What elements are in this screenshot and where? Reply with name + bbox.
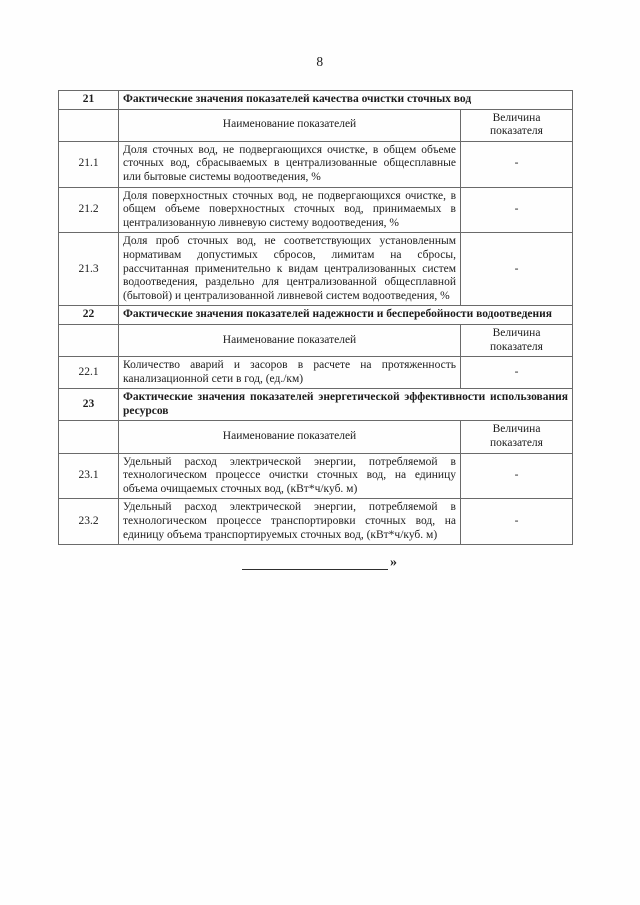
row-number-cell: 21.1 [59, 141, 119, 187]
column-header-name: Наименование показателей [119, 324, 461, 356]
empty-number-cell [59, 109, 119, 141]
row-number-cell: 23.2 [59, 499, 119, 545]
empty-number-cell [59, 421, 119, 453]
section-number: 21 [59, 91, 119, 110]
indicator-row-21-3 [59, 233, 573, 306]
indicator-value-cell: - [461, 453, 573, 499]
indicator-name-cell: Количество аварий и засоров в расчете на протяженность канализационной сети в год, (ед./км) [119, 357, 461, 389]
section-row-21 [59, 91, 573, 110]
indicator-row-23-2 [59, 499, 573, 545]
indicator-name-cell: Удельный расход электрической энергии, потребляемой в технологическом процессе транспортировки сточных вод, на единицу объема транспортируемых сточных вод, (кВт*ч/куб. м) [119, 499, 461, 545]
indicator-name-cell: Доля поверхностных сточных вод, не подвергающихся очистке, в общем объеме поверхностных сточных вод, принимаемых в централизованную ливневую систему водоотведения, % [119, 187, 461, 233]
section-number: 22 [59, 306, 119, 325]
closing-quote-mark: » [390, 555, 397, 571]
column-header-row [59, 324, 573, 356]
column-header-row [59, 109, 573, 141]
footer-rule [242, 557, 388, 570]
indicator-row-22-1 [59, 357, 573, 389]
column-header-value: Величина показателя [461, 421, 573, 453]
section-title: Фактические значения показателей энергетической эффективности использования ресурсов [119, 389, 573, 421]
indicator-row-21-1 [59, 141, 573, 187]
indicator-value-cell: - [461, 187, 573, 233]
row-number-cell: 23.1 [59, 453, 119, 499]
indicator-name-cell: Доля сточных вод, не подвергающихся очистке, в общем объеме сточных вод, сбрасываемых в централизованные общесплавные или бытовые системы водоотведения, % [119, 141, 461, 187]
indicator-value-cell: - [461, 357, 573, 389]
document-footer [242, 555, 640, 570]
indicators-table [58, 90, 573, 545]
indicator-name-cell: Удельный расход электрической энергии, потребляемой в технологическом процессе очистки сточных вод, на единицу объема очищаемых сточных вод, (кВт*ч/куб. м) [119, 453, 461, 499]
column-header-row [59, 421, 573, 453]
section-number: 23 [59, 389, 119, 421]
indicator-value-cell: - [461, 499, 573, 545]
indicator-name-cell: Доля проб сточных вод, не соответствующих установленным нормативам допустимых сбросов, лимитам на сбросы, рассчитанная применительно к видам централизованных систем водоотведения, раздельно для централизованной общесплавной (бытовой) и централизованной ливневой систем водоотведения, % [119, 233, 461, 306]
row-number-cell: 21.2 [59, 187, 119, 233]
indicator-value-cell: - [461, 141, 573, 187]
section-title: Фактические значения показателей надежности и бесперебойности водоотведения [119, 306, 573, 325]
section-row-23 [59, 389, 573, 421]
indicator-value-cell: - [461, 233, 573, 306]
row-number-cell: 21.3 [59, 233, 119, 306]
section-row-22 [59, 306, 573, 325]
row-number-cell: 22.1 [59, 357, 119, 389]
empty-number-cell [59, 324, 119, 356]
column-header-name: Наименование показателей [119, 109, 461, 141]
page-number: 8 [316, 54, 324, 69]
section-title: Фактические значения показателей качества очистки сточных вод [119, 91, 573, 110]
column-header-value: Величина показателя [461, 324, 573, 356]
indicator-row-23-1 [59, 453, 573, 499]
column-header-name: Наименование показателей [119, 421, 461, 453]
indicator-row-21-2 [59, 187, 573, 233]
column-header-value: Величина показателя [461, 109, 573, 141]
